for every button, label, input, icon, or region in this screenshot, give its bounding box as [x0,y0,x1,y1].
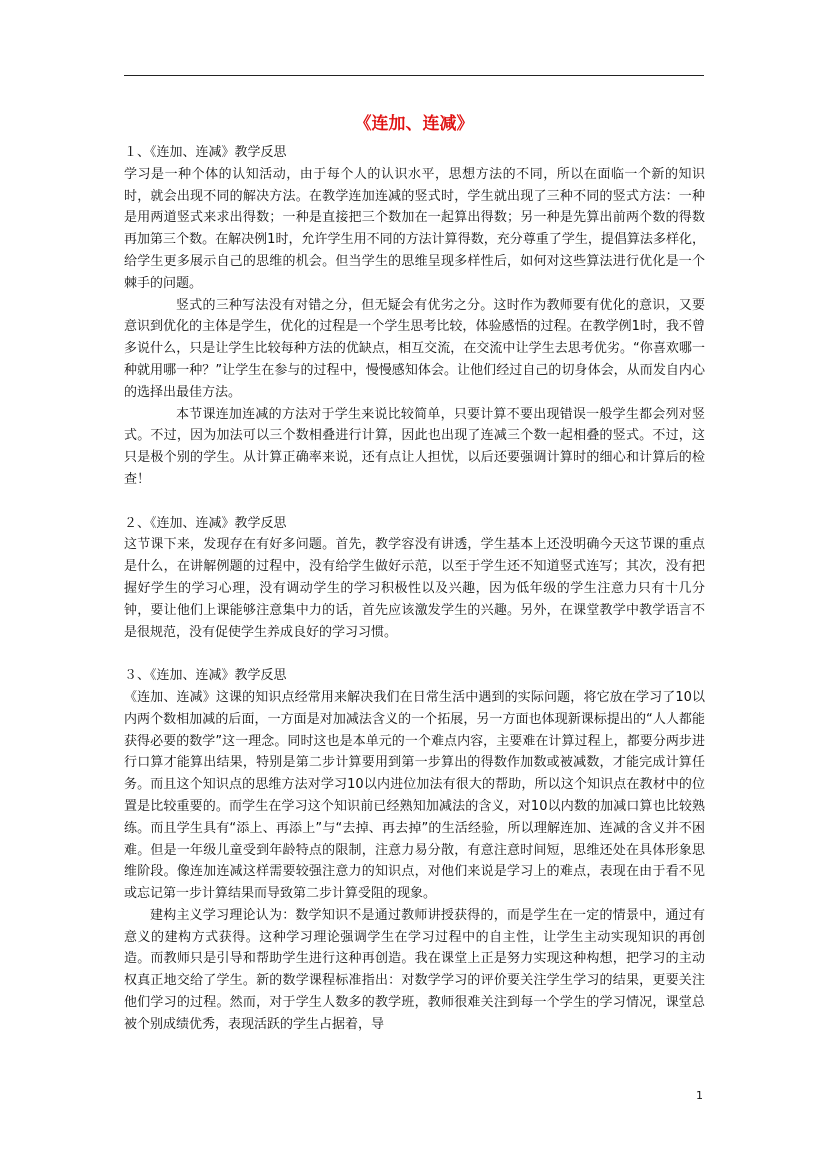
section-1-paragraph-2: 竖式的三种写法没有对错之分，但无疑会有优劣之分。这时作为教师要有优化的意识，又要意识到优化的主体是学生，优化的过程是一个学生思考比较，体验感悟的过程。在教学例1时，我不曾多说什么，只是让学生比较每种方法的优缺点，相互交流，在交流中让学生去思考优劣。“你喜欢哪一种就用哪一种？”让学生在参与的过程中，慢慢感知体会。让他们经过自己的切身体会，从而发自内心的选择出最佳方法。 [124,297,705,400]
document-title: 《连加、连减》 [354,114,474,134]
section-3-paragraph-2: 建构主义学习理论认为：数学知识不是通过教师讲授获得的，而是学生在一定的情景中，通过有意义的建构方式获得。这种学习理论强调学生在学习过程中的自主性，让学生主动实现知识的再创造。而教师只是引导和帮助学生进行这种再创造。我在课堂上正是努力实现这种构想，把学习的主动权真正地交给了学生。新的数学课程标准指出：对数学学习的评价要关注学生学习的结果，更要关注他们学习的过程。然而，对于学生人数多的教学班，教师很难关注到每一个学生的学习情况，课堂总被个别成绩优秀，表现活跃的学生占据着，导 [124,907,705,1032]
section-spacer [124,643,705,665]
section-3-heading: ３、《连加、连减》教学反思 [124,668,287,684]
page-number: 1 [696,1089,703,1102]
section-2-heading: ２、《连加、连减》教学反思 [124,515,287,531]
section-1-paragraph-3: 本节课连加连减的方法对于学生来说比较简单，只要计算不要出现错误一般学生都会列对竖式。不过，因为加法可以三个数相叠进行计算，因此也出现了连减三个数一起相叠的竖式。不过，这只是极个别的学生。从计算正确率来说，还有点让人担忧，以后还要强调计算时的细心和计算后的检查！ [124,406,705,487]
section-3-paragraph-1: 《连加、连减》这课的知识点经常用来解决我们在日常生活中遇到的实际问题，将它放在学习了10以内两个数相加减的后面，一方面是对加减法含义的一个拓展，另一方面也体现新课标提出的“人人都能获得必要的数学”这一理念。同时这也是本单元的一个难点内容，主要难在计算过程上，都要分两步进行口算才能算出结果，特别是第二步计算要用到第一步算出的得数作加数或被减数，才能完成计算任务。而且这个知识点的思维方法对学习10以内进位加法有很大的帮助，所以这个知识点在教材中的位置是比较重要的。而学生在学习这个知识前已经熟知加减法的含义，对10以内数的加减口算也比较熟练。而且学生具有“添上、再添上”与“去掉、再去掉”的生活经验，所以理解连加、连减的含义并不困难。但是一年级儿童受到年龄特点的限制，注意力易分散，有意注意时间短，思维还处在具体形象思维阶段。像连加连减这样需要较强注意力的知识点，对他们来说是学习上的难点，表现在由于看不见或忘记第一步计算结果而导致第二步计算受阻的现象。 [124,689,705,902]
document-body [124,142,705,1036]
section-2-paragraph-1: 这节课下来，发现存在有好多问题。首先，教学容没有讲透，学生基本上还没明确今天这节课的重点是什么，在讲解例题的过程中，没有给学生做好示范，以至于学生还不知道竖式连写；其次，没有把握好学生的学习心理，没有调动学生的学习积极性以及兴趣，因为低年级的学生注意力只有十几分钟，要让他们上课能够注意集中力的话，首先应该激发学生的兴趣。另外，在课堂教学中教学语言不是很规范，没有促使学生养成良好的学习习惯。 [124,537,705,640]
section-spacer [124,491,705,513]
section-1-paragraph-1: 学习是一种个体的认知活动，由于每个人的认识水平，思想方法的不同，所以在面临一个新的知识时，就会出现不同的解决方法。在教学连加连减的竖式时，学生就出现了三种不同的竖式方法：一种是用两道竖式来求出得数；一种是直接把三个数加在一起算出得数；另一种是先算出前两个数的得数再加第三个数。在解决例1时，允许学生用不同的方法计算得数，充分尊重了学生，提倡算法多样化，给学生更多展示自己的思维的机会。但当学生的思维呈现多样性后，如何对这些算法进行优化是一个棘手的问题。 [124,166,705,291]
header-rule [124,75,704,76]
section-1-heading: １、《连加、连减》教学反思 [124,145,287,160]
